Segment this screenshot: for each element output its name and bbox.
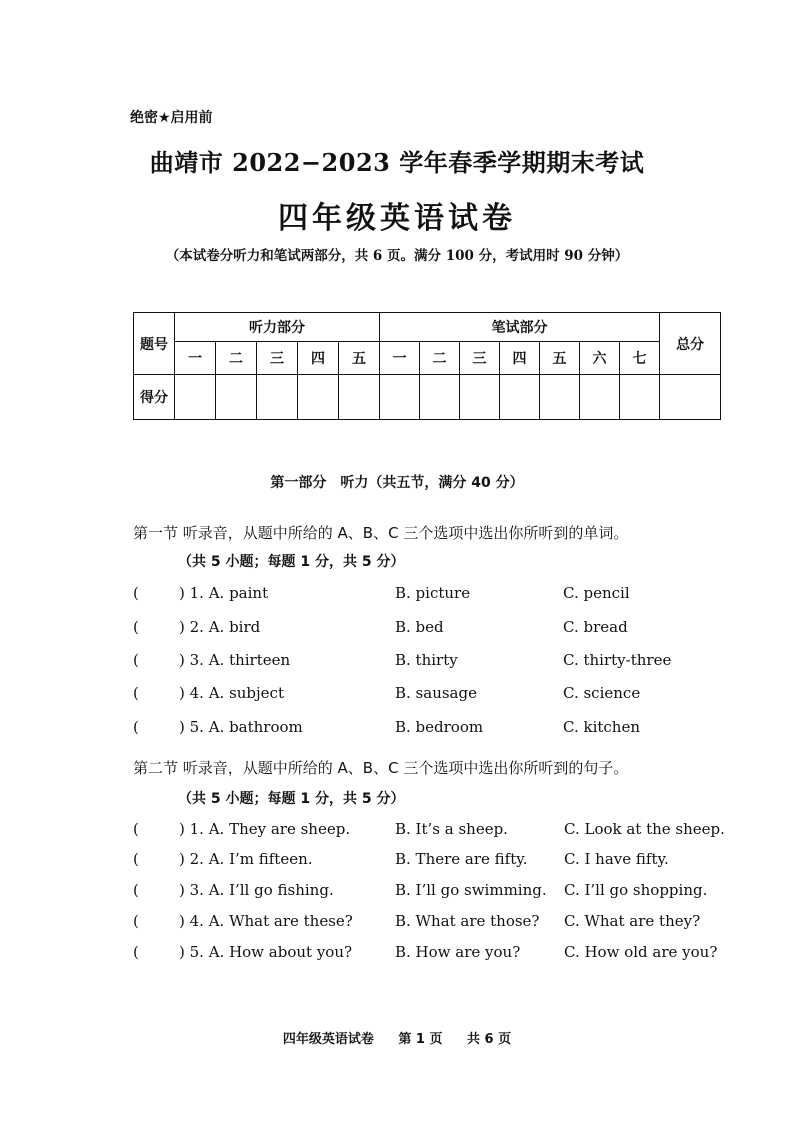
writing-col: 七 [620, 342, 660, 375]
question-row [133, 943, 733, 965]
option-a: ) 3. A. I’ll go fishing. [179, 881, 334, 899]
question-row [133, 912, 733, 934]
option-b: B. There are fifty. [395, 850, 528, 868]
option-b: B. It’s a sheep. [395, 820, 508, 838]
answer-paren[interactable]: ( [133, 820, 139, 838]
total-label: 总分 [660, 313, 721, 375]
question-row [133, 651, 733, 673]
score-cell[interactable] [580, 375, 620, 420]
answer-paren[interactable]: ( [133, 881, 139, 899]
score-cell[interactable] [620, 375, 660, 420]
question-row [133, 684, 733, 706]
option-a: ) 2. A. I’m fifteen. [179, 850, 313, 868]
option-a: ) 2. A. bird [179, 618, 261, 636]
option-b: B. What are those? [395, 912, 540, 930]
question-row [133, 618, 733, 640]
option-a: ) 5. A. How about you? [179, 943, 353, 961]
question-row [133, 850, 733, 872]
option-b: B. sausage [395, 684, 477, 702]
writing-col: 二 [420, 342, 460, 375]
score-cell[interactable] [420, 375, 460, 420]
answer-paren[interactable]: ( [133, 684, 139, 702]
option-c: C. I’ll go shopping. [564, 881, 708, 899]
writing-part-label: 笔试部分 [380, 313, 660, 342]
question-row [133, 881, 733, 903]
score-row-label: 得分 [134, 375, 175, 420]
score-table [133, 312, 721, 420]
confidential-mark: 绝密★启用前 [130, 110, 213, 126]
section1-sub: （共 5 小题；每题 1 分，共 5 分） [178, 554, 405, 570]
score-cell[interactable] [380, 375, 420, 420]
option-c: C. What are they? [564, 912, 701, 930]
listening-col: 五 [339, 342, 380, 375]
option-b: B. picture [395, 584, 471, 602]
option-c: C. I have fifty. [564, 850, 669, 868]
answer-paren[interactable]: ( [133, 718, 139, 736]
section2-heading: 第二节 听录音，从题中所给的 A、B、C 三个选项中选出你所听到的句子。 [133, 759, 629, 777]
listening-col: 一 [175, 342, 216, 375]
listening-part-label: 听力部分 [175, 313, 380, 342]
exam-note: （本试卷分听力和笔试两部分，共 6 页。满分 100 分，考试用时 90 分钟） [165, 248, 629, 264]
option-a: ) 4. A. What are these? [179, 912, 353, 930]
listening-col: 二 [216, 342, 257, 375]
option-c: C. How old are you? [564, 943, 718, 961]
question-row [133, 584, 733, 606]
option-b: B. I’ll go swimming. [395, 881, 547, 899]
score-cell[interactable] [339, 375, 380, 420]
writing-col: 一 [380, 342, 420, 375]
paper-subtitle: 四年级英语试卷 [278, 201, 516, 236]
option-a: ) 3. A. thirteen [179, 651, 291, 669]
answer-paren[interactable]: ( [133, 618, 139, 636]
answer-paren[interactable]: ( [133, 651, 139, 669]
option-c: C. kitchen [563, 718, 640, 736]
answer-paren[interactable]: ( [133, 850, 139, 868]
option-b: B. bed [395, 618, 444, 636]
section1-heading: 第一节 听录音，从题中所给的 A、B、C 三个选项中选出你所听到的单词。 [133, 524, 629, 542]
page-footer [0, 1028, 794, 1047]
option-c: C. science [563, 684, 641, 702]
writing-col: 三 [460, 342, 500, 375]
writing-col: 五 [540, 342, 580, 375]
writing-col: 六 [580, 342, 620, 375]
writing-col: 四 [500, 342, 540, 375]
listening-col: 三 [257, 342, 298, 375]
exam-title: 曲靖市 2022−2023 学年春季学期期末考试 [149, 148, 645, 177]
listening-col: 四 [298, 342, 339, 375]
answer-paren[interactable]: ( [133, 912, 139, 930]
score-cell[interactable] [257, 375, 298, 420]
option-c: C. bread [563, 618, 628, 636]
option-a: ) 5. A. bathroom [179, 718, 303, 736]
option-c: C. thirty-three [563, 651, 672, 669]
score-cell[interactable] [540, 375, 580, 420]
option-a: ) 1. A. They are sheep. [179, 820, 351, 838]
section2-sub: （共 5 小题；每题 1 分，共 5 分） [178, 791, 405, 807]
score-cell[interactable] [216, 375, 257, 420]
option-a: ) 4. A. subject [179, 684, 284, 702]
score-cell[interactable] [175, 375, 216, 420]
answer-paren[interactable]: ( [133, 943, 139, 961]
score-cell[interactable] [298, 375, 339, 420]
question-row [133, 820, 733, 842]
score-cell[interactable] [460, 375, 500, 420]
option-c: C. Look at the sheep. [564, 820, 725, 838]
option-b: B. thirty [395, 651, 458, 669]
option-c: C. pencil [563, 584, 630, 602]
option-b: B. bedroom [395, 718, 484, 736]
answer-paren[interactable]: ( [133, 584, 139, 602]
part1-title: 第一部分 听力（共五节，满分 40 分） [270, 475, 524, 491]
footer-page-number: 第 1 页 [398, 1032, 443, 1047]
question-number-label: 题号 [134, 313, 175, 375]
footer-paper-name: 四年级英语试卷 [282, 1032, 374, 1047]
total-score-cell[interactable] [660, 375, 721, 420]
question-row [133, 718, 733, 740]
score-cell[interactable] [500, 375, 540, 420]
footer-total-pages: 共 6 页 [467, 1032, 512, 1047]
option-b: B. How are you? [395, 943, 521, 961]
option-a: ) 1. A. paint [179, 584, 269, 602]
